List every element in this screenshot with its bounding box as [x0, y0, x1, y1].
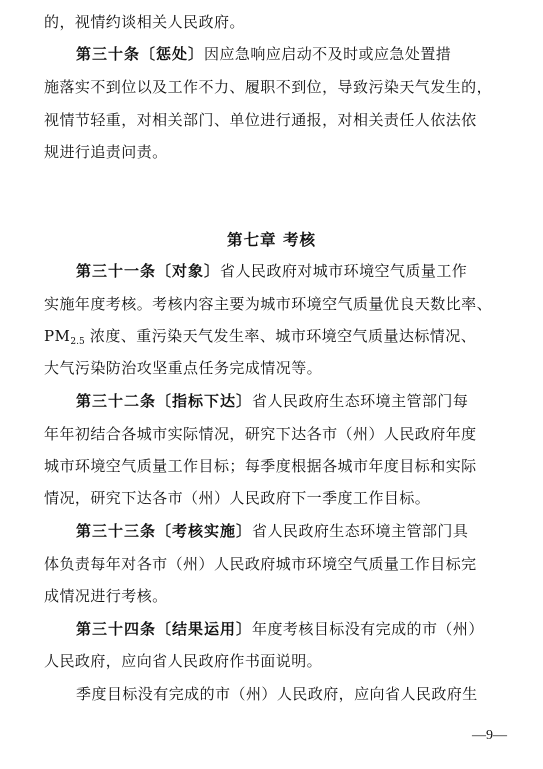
article-34-line-1 [76, 619, 484, 639]
text-line: 施落实不到位以及工作不力、履职不到位，导致污染天气发生的， [44, 78, 493, 96]
article-31-heading: 第三十一条〔对象〕 [76, 262, 221, 280]
text-line: 体负责每年对各市（州）人民政府城市环境空气质量工作目标完 [44, 555, 477, 573]
article-33-line-1 [76, 521, 468, 541]
text-line: 季度目标没有完成的市（州）人民政府，应向省人民政府生 [76, 685, 478, 703]
text-line: 情况，研究下达各市（州）人民政府下一季度工作目标。 [44, 489, 431, 507]
article-32-line-1 [76, 391, 468, 411]
text-line: 城市环境空气质量工作目标；每季度根据各城市年度目标和实际 [44, 457, 477, 475]
pm-label: PM [44, 327, 71, 345]
text-span: 年度考核目标没有完成的市（州） [252, 620, 484, 638]
article-30-line-1 [76, 44, 451, 64]
article-32-heading: 第三十二条〔指标下达〕 [76, 392, 253, 410]
text-span: 省人民政府生态环境主管部门每 [252, 392, 469, 410]
pm-subscript: 2.5 [70, 337, 85, 347]
article-34-heading: 第三十四条〔结果运用〕 [76, 620, 253, 638]
article-31-line-1 [76, 261, 467, 281]
text-line: 成情况进行考核。 [44, 587, 168, 605]
text-line-pm25 [44, 326, 476, 349]
text-span: 省人民政府对城市环境空气质量工作 [220, 262, 468, 280]
text-span: 因应急响应启动不及时或应急处置措 [204, 45, 452, 63]
text-line: 人民政府，应向省人民政府作书面说明。 [44, 652, 323, 670]
text-line: 规进行追责问责。 [44, 143, 168, 161]
article-30-heading: 第三十条〔惩处〕 [76, 45, 205, 63]
text-line: 大气污染防治攻坚重点任务完成情况等。 [44, 359, 323, 377]
text-line: 年年初结合各城市实际情况，研究下达各市（州）人民政府年度 [44, 425, 477, 443]
page-number: —9— [472, 728, 507, 743]
text-span: 浓度、重污染天气发生率、城市环境空气质量达标情况、 [84, 327, 477, 345]
article-33-heading: 第三十三条〔考核实施〕 [76, 522, 253, 540]
text-line: 实施年度考核。考核内容主要为城市环境空气质量优良天数比率、 [44, 295, 493, 313]
text-span: 省人民政府生态环境主管部门具 [252, 522, 469, 540]
text-line: 视情节轻重，对相关部门、单位进行通报，对相关责任人依法依 [44, 111, 477, 129]
chapter-heading: 第七章 考核 [227, 230, 316, 249]
text-line: 的，视情约谈相关人民政府。 [44, 13, 245, 31]
